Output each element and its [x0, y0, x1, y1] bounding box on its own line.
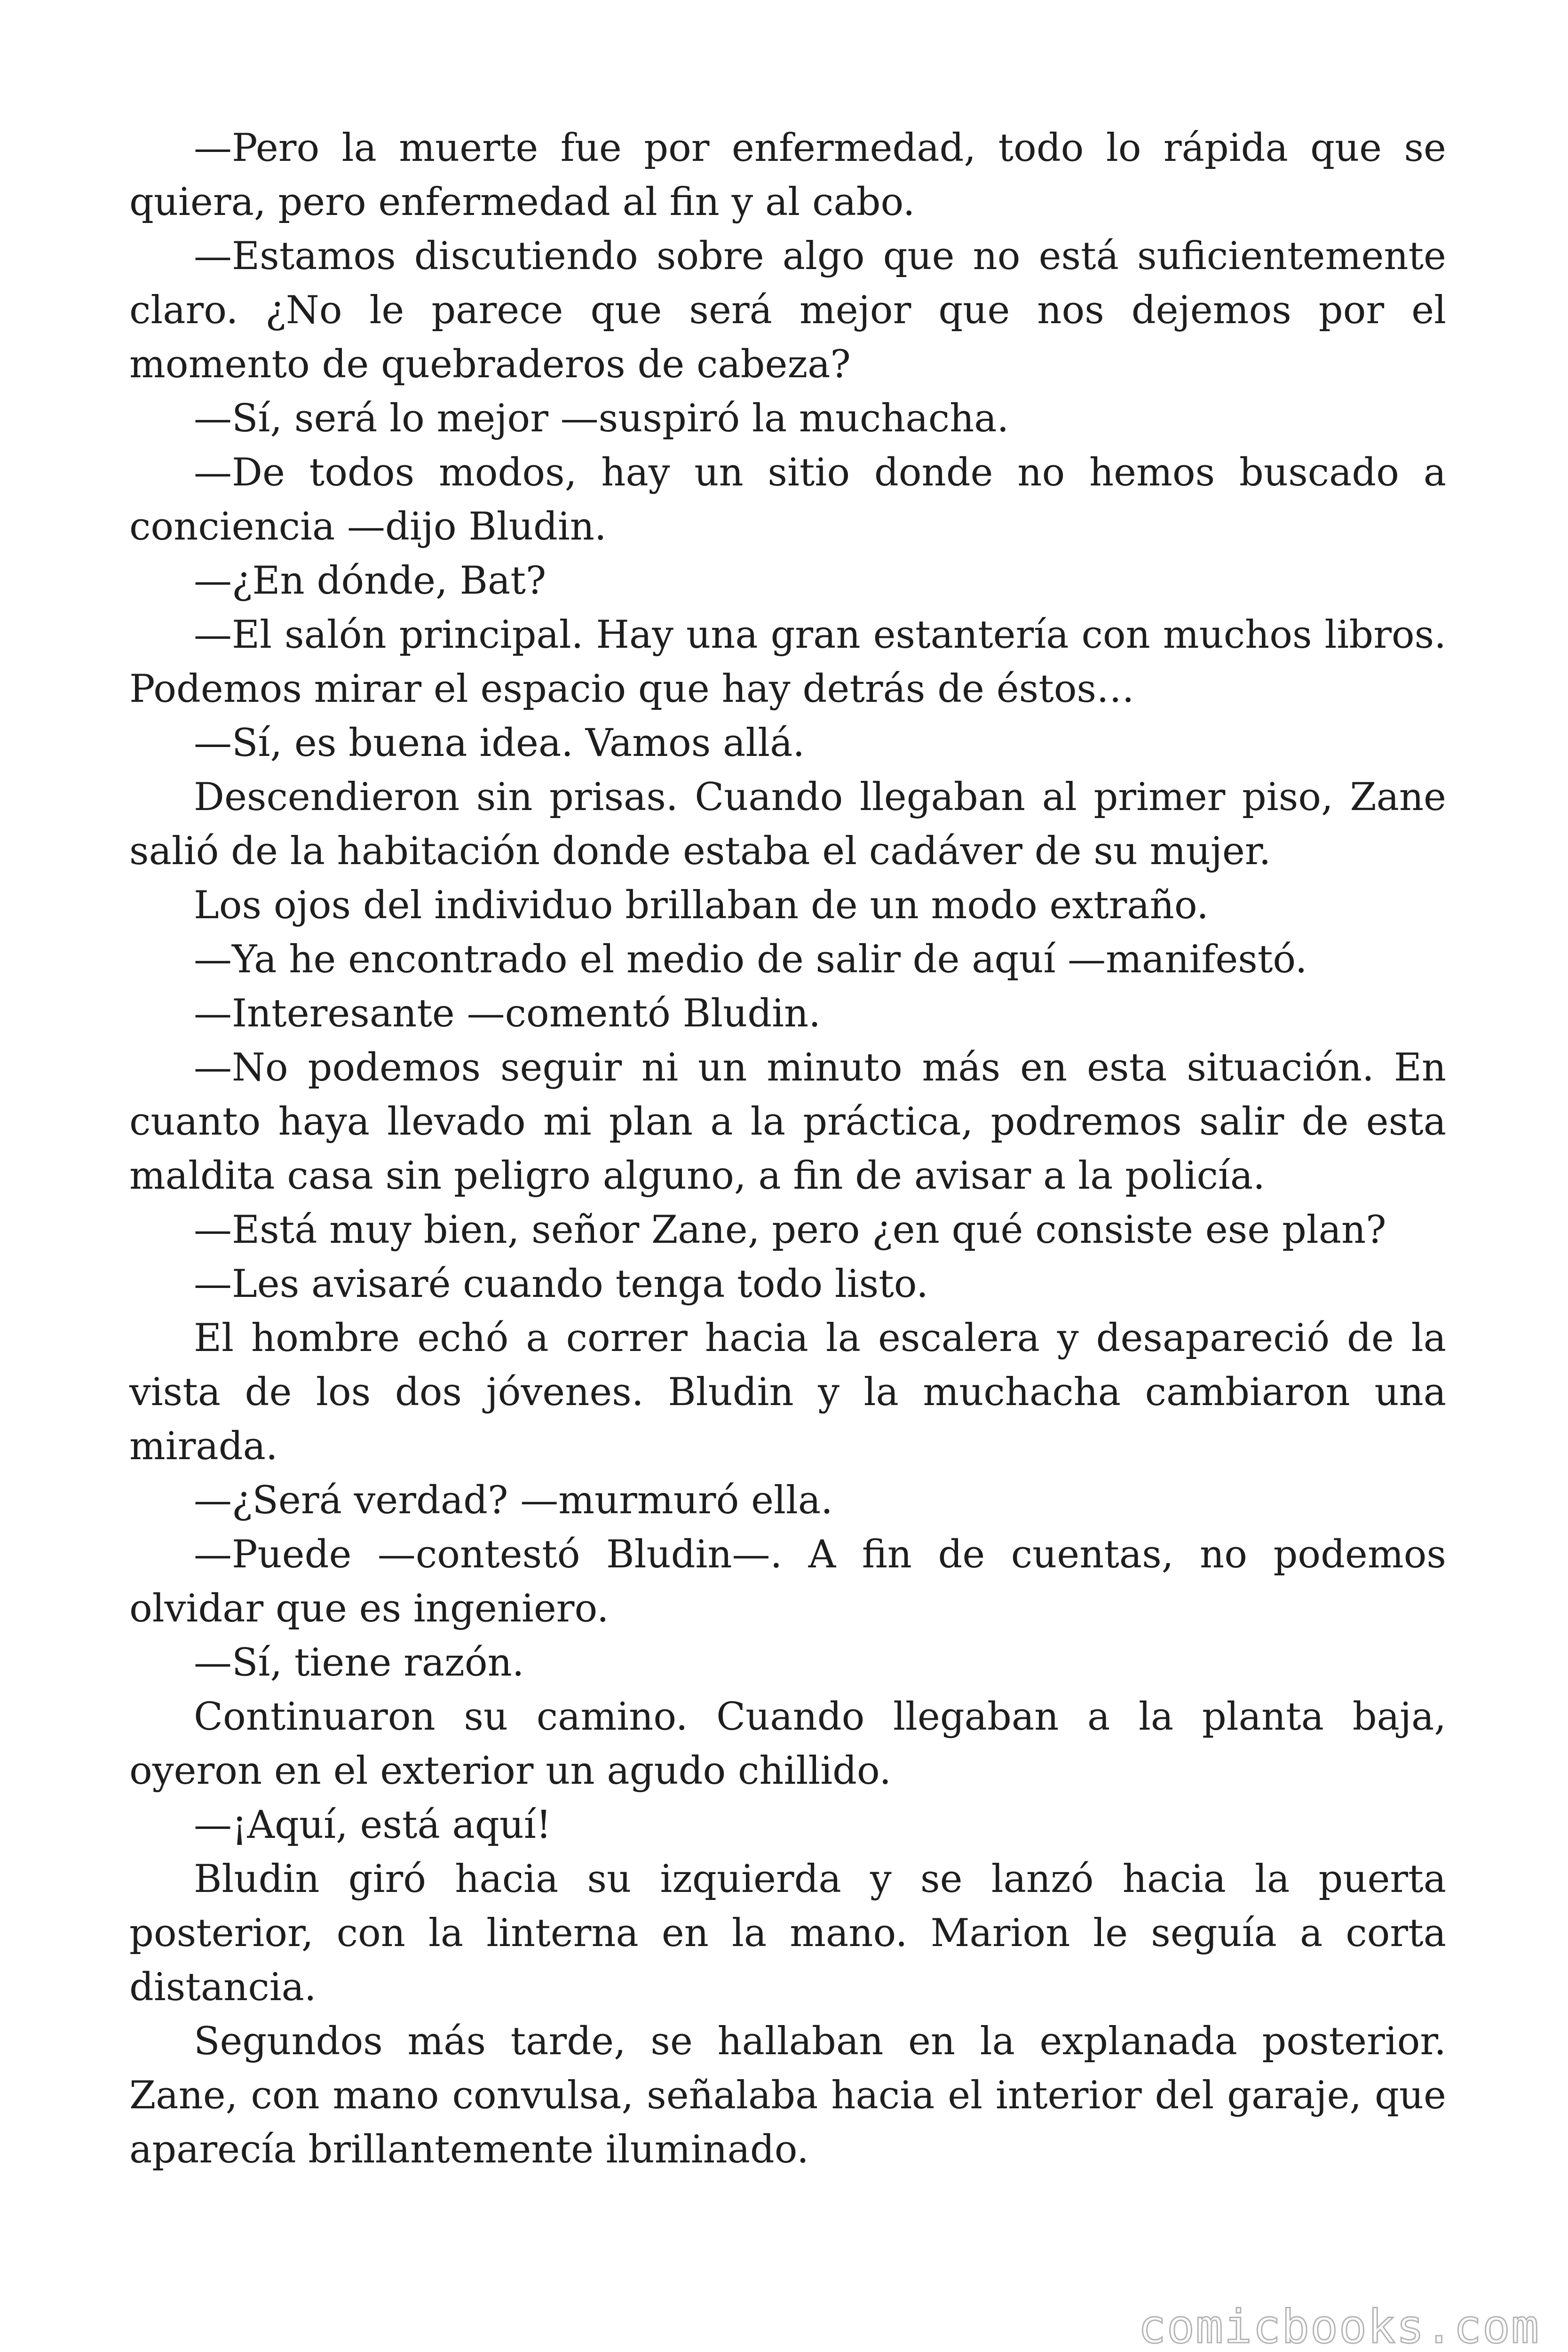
paragraph: —¡Aquí, está aquí!: [194, 1803, 552, 1847]
paragraph: —Interesante —comentó Bludin.: [194, 992, 821, 1036]
paragraph: Continuaron su camino. Cuando llegaban a la planta baja, oyeron en el exterior un agudo chillido.: [129, 1695, 1446, 1793]
paragraph: —Sí, será lo mejor —suspiró la muchacha.: [194, 397, 1009, 441]
paragraph: —De todos modos, hay un sitio donde no hemos buscado a conciencia —dijo Bludin.: [129, 451, 1446, 549]
body-text: [129, 121, 1446, 2177]
paragraph: Los ojos del individuo brillaban de un modo extraño.: [194, 883, 1209, 928]
paragraph: —Está muy bien, señor Zane, pero ¿en qué consiste ese plan?: [194, 1208, 1386, 1252]
paragraph: —Ya he encontrado el medio de salir de aquí —manifestó.: [194, 938, 1307, 982]
paragraph: Segundos más tarde, se hallaban en la explanada posterior. Zane, con mano convulsa, señalaba hacia el interior del garaje, que aparecía brillantemente iluminado.: [129, 2019, 1446, 2172]
paragraph: —Estamos discutiendo sobre algo que no está suficientemente claro. ¿No le parece que será mejor que nos dejemos por el momento de quebraderos de cabeza?: [129, 234, 1446, 387]
paragraph: —¿En dónde, Bat?: [194, 559, 546, 603]
paragraph: Bludin giró hacia su izquierda y se lanzó hacia la puerta posterior, con la linterna en la mano. Marion le seguía a corta distancia.: [129, 1857, 1446, 2010]
paragraph: Descendieron sin prisas. Cuando llegaban al primer piso, Zane salió de la habitación donde estaba el cadáver de su mujer.: [129, 775, 1446, 874]
paragraph: —Les avisaré cuando tenga todo listo.: [194, 1262, 928, 1306]
paragraph: —¿Será verdad? —murmuró ella.: [194, 1478, 833, 1523]
paragraph: El hombre echó a correr hacia la escalera y desapareció de la vista de los dos jóvenes. Bludin y la muchacha cambiaron una mirada.: [129, 1316, 1446, 1469]
paragraph: —El salón principal. Hay una gran estantería con muchos libros. Podemos mirar el espacio que hay detrás de éstos…: [129, 613, 1446, 711]
paragraph: —Puede —contestó Bludin—. A fin de cuentas, no podemos olvidar que es ingeniero.: [129, 1533, 1446, 1631]
paragraph: —Sí, tiene razón.: [194, 1641, 524, 1685]
watermark-logo: comicbooks.com: [1138, 2300, 1540, 2352]
paragraph: —Sí, es buena idea. Vamos allá.: [194, 721, 805, 765]
paragraph: —No podemos seguir ni un minuto más en esta situación. En cuanto haya llevado mi plan a la práctica, podremos salir de esta maldita casa sin peligro alguno, a fin de avisar a la policía.: [129, 1046, 1446, 1198]
paragraph: —Pero la muerte fue por enfermedad, todo lo rápida que se quiera, pero enfermedad al fin y al cabo.: [129, 126, 1446, 224]
